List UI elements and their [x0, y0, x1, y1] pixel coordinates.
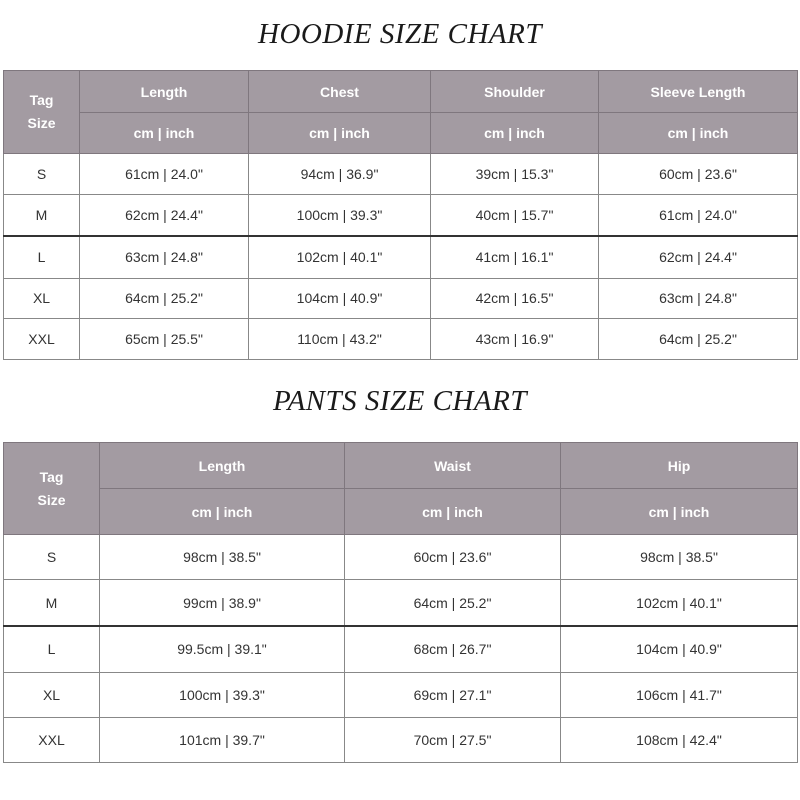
value-cell: 60cm | 23.6"	[345, 535, 561, 580]
value-cell: 108cm | 42.4"	[561, 717, 798, 762]
table-row	[4, 278, 798, 319]
value-cell: 41cm | 16.1"	[431, 236, 599, 278]
tag-label: Tag	[39, 468, 64, 485]
value-cell: 104cm | 40.9"	[561, 626, 798, 672]
value-cell: 64cm | 25.2"	[80, 278, 249, 319]
value-cell: 101cm | 39.7"	[100, 717, 345, 762]
value-cell: 98cm | 38.5"	[100, 535, 345, 580]
table-row	[4, 236, 798, 278]
unit-header: cm | inch	[561, 489, 798, 535]
value-cell: 39cm | 15.3"	[431, 154, 599, 195]
size-cell: S	[4, 535, 100, 580]
size-cell: M	[4, 580, 100, 626]
value-cell: 62cm | 24.4"	[599, 236, 798, 278]
value-cell: 43cm | 16.9"	[431, 319, 599, 360]
unit-header: cm | inch	[345, 489, 561, 535]
table-row	[4, 319, 798, 360]
value-cell: 64cm | 25.2"	[345, 580, 561, 626]
unit-header: cm | inch	[80, 113, 249, 154]
value-cell: 104cm | 40.9"	[249, 278, 431, 319]
value-cell: 62cm | 24.4"	[80, 194, 249, 236]
value-cell: 65cm | 25.5"	[80, 319, 249, 360]
value-cell: 61cm | 24.0"	[80, 154, 249, 195]
table-row	[4, 535, 798, 580]
hoodie-size-chart-title: HOODIE SIZE CHART	[258, 18, 542, 50]
size-cell: S	[4, 154, 80, 195]
column-header-length: Length	[80, 71, 249, 113]
value-cell: 102cm | 40.1"	[561, 580, 798, 626]
size-cell: XXL	[4, 717, 100, 762]
value-cell: 40cm | 15.7"	[431, 194, 599, 236]
size-label: Size	[37, 491, 66, 508]
value-cell: 63cm | 24.8"	[80, 236, 249, 278]
value-cell: 99.5cm | 39.1"	[100, 626, 345, 672]
value-cell: 100cm | 39.3"	[249, 194, 431, 236]
table-row	[4, 154, 798, 195]
column-header-length: Length	[100, 443, 345, 489]
pants-size-table	[3, 442, 798, 763]
value-cell: 69cm | 27.1"	[345, 672, 561, 717]
column-header-shoulder: Shoulder	[431, 71, 599, 113]
hoodie-size-table	[3, 70, 798, 360]
size-label: Size	[27, 115, 56, 131]
value-cell: 63cm | 24.8"	[599, 278, 798, 319]
size-cell: XXL	[4, 319, 80, 360]
tag-size-header	[4, 443, 100, 535]
value-cell: 61cm | 24.0"	[599, 194, 798, 236]
column-header-chest: Chest	[249, 71, 431, 113]
value-cell: 106cm | 41.7"	[561, 672, 798, 717]
unit-header: cm | inch	[100, 489, 345, 535]
table-row	[4, 672, 798, 717]
table-row	[4, 580, 798, 626]
size-cell: L	[4, 236, 80, 278]
value-cell: 110cm | 43.2"	[249, 319, 431, 360]
value-cell: 68cm | 26.7"	[345, 626, 561, 672]
value-cell: 100cm | 39.3"	[100, 672, 345, 717]
size-cell: XL	[4, 672, 100, 717]
table-row	[4, 626, 798, 672]
value-cell: 102cm | 40.1"	[249, 236, 431, 278]
column-header-waist: Waist	[345, 443, 561, 489]
tag-label: Tag	[29, 92, 54, 108]
value-cell: 60cm | 23.6"	[599, 154, 798, 195]
column-header-hip: Hip	[561, 443, 798, 489]
table-row	[4, 194, 798, 236]
value-cell: 94cm | 36.9"	[249, 154, 431, 195]
tag-size-header	[4, 71, 80, 154]
size-cell: L	[4, 626, 100, 672]
value-cell: 64cm | 25.2"	[599, 319, 798, 360]
unit-header: cm | inch	[249, 113, 431, 154]
value-cell: 99cm | 38.9"	[100, 580, 345, 626]
value-cell: 98cm | 38.5"	[561, 535, 798, 580]
pants-size-chart-title: PANTS SIZE CHART	[272, 385, 527, 417]
unit-header: cm | inch	[431, 113, 599, 154]
value-cell: 42cm | 16.5"	[431, 278, 599, 319]
unit-header: cm | inch	[599, 113, 798, 154]
size-cell: XL	[4, 278, 80, 319]
value-cell: 70cm | 27.5"	[345, 717, 561, 762]
column-header-sleeve-length: Sleeve Length	[599, 71, 798, 113]
size-cell: M	[4, 194, 80, 236]
table-row	[4, 717, 798, 762]
